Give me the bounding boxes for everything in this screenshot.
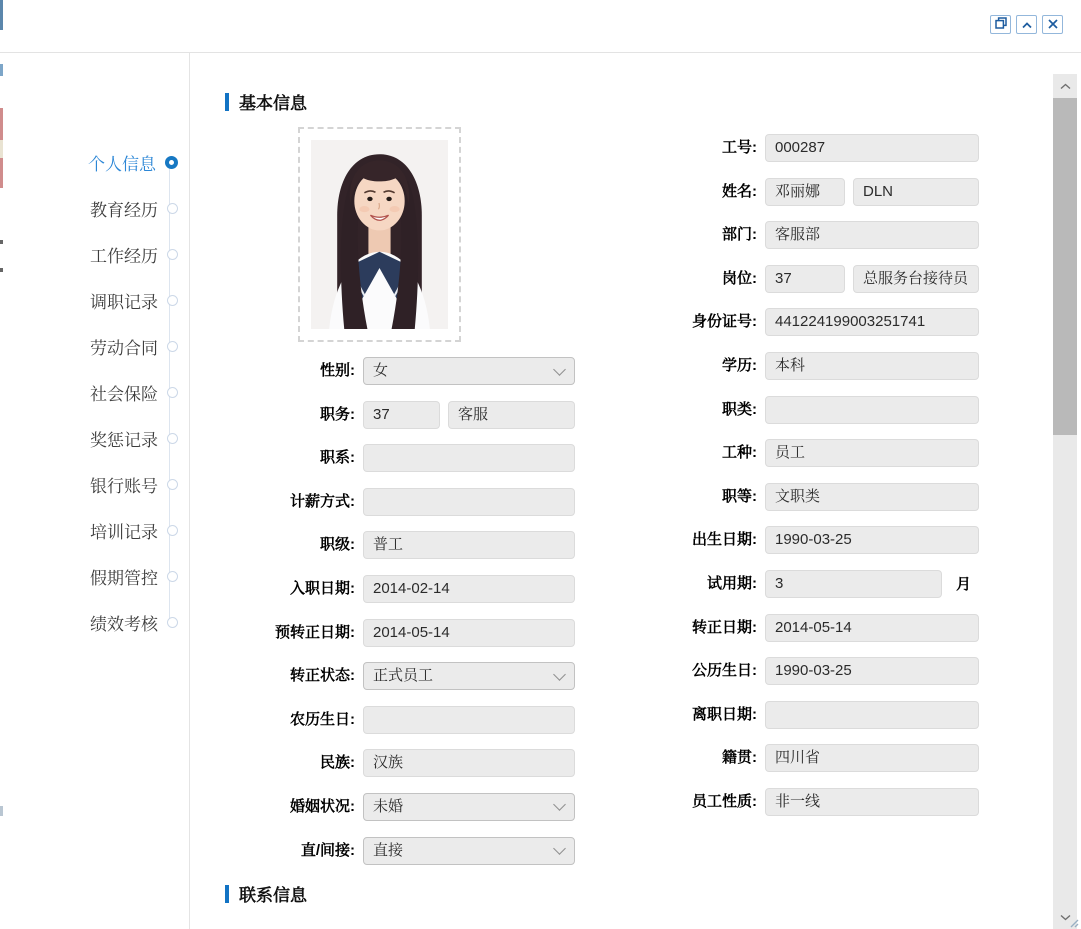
edge-artifact-segment [0,240,3,244]
chevron-up-icon [1060,77,1071,95]
job-category-label: 职类: [722,400,757,418]
edge-artifact-segment [0,140,3,158]
education-label: 学历: [722,356,757,374]
sidebar-item-work-history[interactable] [0,231,190,277]
gregorian-birthday-label: 公历生日: [692,662,757,680]
gender-label: 性别: [320,362,355,379]
form-row-marital-status [225,793,575,821]
job-series-label: 职系: [320,449,355,467]
restore-icon [995,17,1007,32]
chevron-down-icon [553,668,566,681]
direct-indirect-value: 直接 [373,841,404,859]
gender-value: 女 [373,362,389,379]
duty-field-1[interactable]: 37 [363,401,440,429]
edge-artifact-segment [0,268,3,272]
job-series-field[interactable] [363,444,575,472]
form-row-education [640,352,979,380]
edge-artifact-segment [0,0,3,30]
section-title: 联系信息 [239,886,307,905]
sidebar-item-bank-account[interactable] [0,461,190,507]
sidebar-item-personal-info[interactable] [0,139,190,185]
chevron-down-icon [553,363,566,376]
duty-field-2[interactable]: 客服 [448,401,575,429]
job-grade-field[interactable]: 文职类 [765,483,979,511]
form-row-duty [225,401,575,429]
sidebar-item-label: 绩效考核 [90,614,158,634]
probation-unit-label: 月 [956,576,972,594]
form-column-right [640,134,979,832]
timeline-dot [167,295,178,306]
timeline-dot [167,249,178,260]
sidebar-item-education-history[interactable] [0,185,190,231]
scroll-up-button[interactable] [1053,74,1077,98]
sidebar-item-leave-control[interactable] [0,553,190,599]
timeline-dot [167,479,178,490]
native-place-field[interactable]: 四川省 [765,744,979,772]
chevron-down-icon [553,799,566,812]
employee-no-field[interactable]: 000287 [765,134,979,162]
marital-status-label: 婚姻状况: [290,797,355,815]
gregorian-birthday-field[interactable]: 1990-03-25 [765,657,979,685]
section-basic-info-header [225,89,307,114]
position-label: 岗位: [722,269,757,287]
form-row-job-series [225,444,575,472]
department-label: 部门: [722,226,757,244]
native-place-label: 籍贯: [722,749,757,767]
employee-no-label: 工号: [722,139,757,156]
chevron-up-icon [1022,17,1032,32]
regular-date-label: 转正日期: [692,618,757,636]
form-row-expected-regular-date [225,619,575,647]
edge-artifact-segment [0,108,3,140]
sidebar-item-training-records[interactable] [0,507,190,553]
regular-status-select[interactable] [363,662,575,690]
employee-id-photo [311,140,448,329]
close-icon [1048,17,1058,32]
ethnicity-field[interactable]: 汉族 [363,749,575,777]
duty-label: 职务: [320,405,355,423]
section-accent-bar [225,93,229,111]
timeline-dot [167,525,178,536]
position-field-2[interactable]: 总服务台接待员 [853,265,979,293]
sidebar-item-label: 教育经历 [90,200,158,220]
form-row-probation [640,570,979,598]
sidebar-nav [0,139,190,645]
form-row-employee-nature [640,788,979,816]
sidebar-item-label: 劳动合同 [90,338,158,358]
form-row-leave-date [640,701,979,729]
worker-type-label: 工种: [722,444,757,462]
marital-status-value: 未婚 [373,797,404,815]
regular-status-label: 转正状态: [290,667,355,685]
form-row-ethnicity [225,749,575,777]
form-row-lunar-birthday [225,706,575,734]
form-row-position [640,265,979,293]
form-row-direct-indirect [225,837,575,865]
sidebar-item-social-insurance[interactable] [0,369,190,415]
form-row-job-category [640,396,979,424]
lunar-birthday-field[interactable] [363,706,575,734]
probation-field[interactable]: 3 [765,570,942,598]
form-row-department [640,221,979,249]
sidebar-item-labor-contract[interactable] [0,323,190,369]
education-field[interactable]: 本科 [765,352,979,380]
form-row-gregorian-birthday [640,657,979,685]
collapse-window-button[interactable] [1016,15,1037,34]
form-row-hire-date [225,575,575,603]
gender-select[interactable] [363,357,575,385]
form-row-employee-no [640,134,979,162]
timeline-dot [167,571,178,582]
employee-name-label: 姓名: [722,182,757,200]
birth-date-field[interactable]: 1990-03-25 [765,526,979,554]
section-contact-info-header [225,881,307,906]
id-number-label: 身份证号: [692,313,757,331]
job-level-label: 职级: [320,536,355,554]
edge-artifact-segment [0,158,3,188]
timeline-dot-active [165,156,178,169]
employee-name-field-1[interactable]: 邓丽娜 [765,178,845,206]
edge-artifact-segment [0,806,3,816]
timeline-dot [167,617,178,628]
form-row-regular-status [225,662,575,690]
form-row-employee-name [640,178,979,206]
birth-date-label: 出生日期: [692,531,757,549]
sidebar-item-label: 假期管控 [90,568,158,588]
leave-date-field[interactable] [765,701,979,729]
sidebar-item-label: 奖惩记录 [90,430,158,450]
position-field-1[interactable]: 37 [765,265,845,293]
form-row-worker-type [640,439,979,467]
pay-method-field[interactable] [363,488,575,516]
form-row-gender [225,357,575,385]
employee-nature-label: 员工性质: [692,792,757,810]
job-level-field[interactable]: 普工 [363,531,575,559]
ethnicity-label: 民族: [320,754,355,772]
timeline-dot [167,433,178,444]
marital-status-select[interactable] [363,793,575,821]
scrollbar-thumb[interactable] [1053,98,1077,435]
sidebar-item-label: 培训记录 [90,522,158,542]
pay-method-label: 计薪方式: [290,492,355,510]
vertical-scrollbar[interactable] [1053,74,1077,929]
close-window-button[interactable] [1042,15,1063,34]
job-category-field[interactable] [765,396,979,424]
expected-regular-date-label: 预转正日期: [275,623,355,641]
form-row-native-place [640,744,979,772]
sidebar-item-label: 个人信息 [88,154,156,174]
lunar-birthday-label: 农历生日: [290,710,355,728]
regular-date-field[interactable]: 2014-05-14 [765,614,979,642]
form-row-regular-date [640,614,979,642]
form-row-job-level [225,531,575,559]
timeline-dot [167,341,178,352]
window-controls [985,15,1063,34]
resize-grip-icon[interactable] [1067,915,1079,927]
form-column-left [225,357,575,880]
sidebar-item-label: 调职记录 [90,292,158,312]
timeline-dot [167,203,178,214]
sidebar-item-transfer-records[interactable] [0,277,190,323]
sidebar-item-label: 银行账号 [90,476,158,496]
expected-regular-date-field[interactable]: 2014-05-14 [363,619,575,647]
direct-indirect-label: 直/间接: [300,841,355,859]
employee-nature-field[interactable]: 非一线 [765,788,979,816]
probation-label: 试用期: [707,574,757,592]
hire-date-label: 入职日期: [290,579,355,597]
sidebar-item-label: 工作经历 [90,246,158,266]
regular-status-value: 正式员工 [373,667,434,685]
sidebar [0,53,190,929]
form-row-id-number [640,308,979,336]
dialog-titlebar [0,0,1081,53]
timeline-dot [167,387,178,398]
sidebar-item-label: 社会保险 [90,384,158,404]
section-accent-bar [225,885,229,903]
employee-photo-upload[interactable] [298,127,461,342]
id-number-field[interactable]: 441224199003251741 [765,308,979,336]
worker-type-field[interactable]: 员工 [765,439,979,467]
form-row-job-grade [640,483,979,511]
employee-name-field-2[interactable]: DLN [853,178,979,206]
restore-window-button[interactable] [990,15,1011,34]
section-title: 基本信息 [239,94,307,113]
leave-date-label: 离职日期: [692,705,757,723]
chevron-down-icon [553,842,566,855]
department-field[interactable]: 客服部 [765,221,979,249]
screen-edge-artifact [0,0,3,929]
direct-indirect-select[interactable] [363,837,575,865]
hire-date-field[interactable]: 2014-02-14 [363,575,575,603]
edge-artifact-segment [0,64,3,76]
job-grade-label: 职等: [722,487,757,505]
sidebar-item-reward-punishment[interactable] [0,415,190,461]
sidebar-item-performance-review[interactable] [0,599,190,645]
form-row-pay-method [225,488,575,516]
form-row-birth-date [640,526,979,554]
